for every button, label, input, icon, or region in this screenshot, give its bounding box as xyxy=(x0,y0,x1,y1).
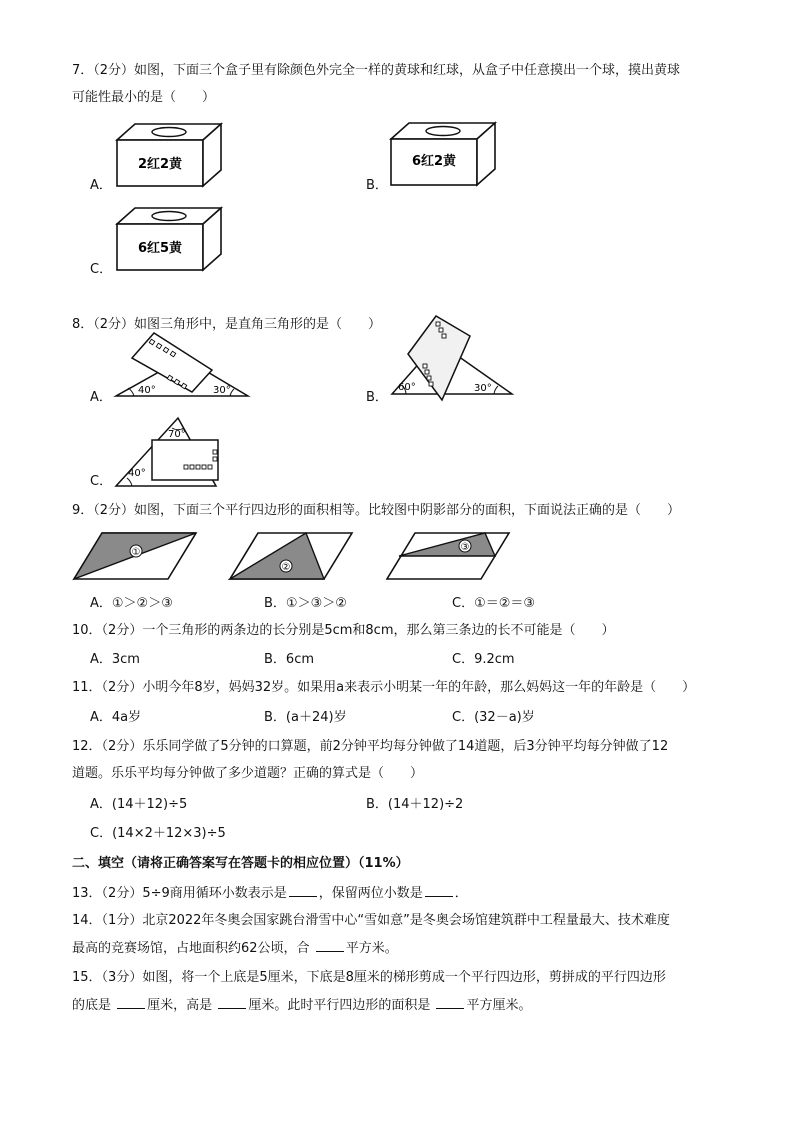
section2-heading: 二、填空（请将正确答案写在答题卡的相应位置）（11%） xyxy=(72,856,409,871)
q7-option-c-letter[interactable]: C． xyxy=(90,262,113,277)
q15-blank-base[interactable] xyxy=(117,996,145,1009)
q7-stem-line1: 7．（2分）如图，下面三个盒子里有除颜色外完全一样的黄球和红球，从盒子中任意摸出一个球，摸出黄球 xyxy=(72,63,681,78)
q8-b-angle-right: 30° xyxy=(474,383,492,394)
q14-blank[interactable] xyxy=(316,939,344,952)
q7-box-a xyxy=(115,122,225,188)
q11-option-b[interactable]: B．(a＋24)岁 xyxy=(264,710,347,725)
q13-part2: ，保留两位小数是 xyxy=(318,886,423,901)
q7-option-a-letter[interactable]: A． xyxy=(90,178,112,193)
q9-parallelogram-2 xyxy=(228,530,354,582)
q9-option-c[interactable]: C．①＝②＝③ xyxy=(452,596,536,611)
q10-option-a[interactable]: A．3cm xyxy=(90,652,140,667)
q7-box-b-label: 6红2黄 xyxy=(411,154,457,169)
q11-option-c[interactable]: C．(32－a)岁 xyxy=(452,710,535,725)
q8-figure-b xyxy=(388,312,516,404)
q8-a-angle-right: 30° xyxy=(213,385,231,396)
q15-line2-b: 厘米，高是 xyxy=(147,998,213,1013)
q8-option-b-letter[interactable]: B． xyxy=(366,390,388,405)
q9-parallelogram-1 xyxy=(72,530,198,582)
q13-line xyxy=(72,884,468,903)
q14-line2-b: 平方米。 xyxy=(345,941,398,956)
q8-c-angle-left: 40° xyxy=(128,468,146,479)
q11-stem: 11．（2分）小明今年8岁，妈妈32岁。如果用a来表示小明某一年的年龄，那么妈妈这一年的年龄是（ ） xyxy=(72,680,696,695)
q12-option-c[interactable]: C．(14×2＋12×3)÷5 xyxy=(90,826,226,841)
q10-stem: 10．（2分）一个三角形的两条边的长分别是5cm和8cm，那么第三条边的长不可能是（ ） xyxy=(72,623,615,638)
q8-c-angle-top: 70° xyxy=(168,429,186,440)
q13-part3: ． xyxy=(454,886,468,901)
q15-blank-height[interactable] xyxy=(218,996,246,1009)
q10-option-c[interactable]: C．9.2cm xyxy=(452,652,515,667)
q8-figure-a xyxy=(112,328,252,400)
q9-stem: 9．（2分）如图，下面三个平行四边形的面积相等。比较图中阴影部分的面积，下面说法正确的是（ ） xyxy=(72,503,681,518)
q14-line2 xyxy=(72,939,398,958)
q13-blank-1[interactable] xyxy=(289,884,317,897)
q15-line2 xyxy=(72,996,531,1015)
q15-line2-c: 厘米。此时平行四边形的面积是 xyxy=(248,998,431,1013)
q9-label-2: ② xyxy=(281,562,291,573)
q9-label-3: ③ xyxy=(460,542,470,553)
q15-line2-a: 的底是 xyxy=(72,998,112,1013)
q12-stem-line2: 道题。乐乐平均每分钟做了多少道题？正确的算式是（ ） xyxy=(72,766,424,781)
q14-line2-a: 最高的竞赛场馆，占地面积约62公顷，合 xyxy=(72,941,310,956)
q7-stem-line2: 可能性最小的是（ ） xyxy=(72,90,216,105)
q9-option-a[interactable]: A．①＞②＞③ xyxy=(90,596,173,611)
q13-part1: 13．（2分）5÷9商用循环小数表示是 xyxy=(72,886,287,901)
q8-a-angle-left: 40° xyxy=(138,385,156,396)
q12-option-a[interactable]: A．(14＋12)÷5 xyxy=(90,797,188,812)
q8-stem: 8．（2分）如图三角形中，是直角三角形的是（ ） xyxy=(72,317,382,332)
q7-box-a-label: 2红2黄 xyxy=(137,157,183,172)
q9-parallelogram-3 xyxy=(385,530,511,582)
q15-blank-area[interactable] xyxy=(436,996,464,1009)
q8-b-angle-left: 60° xyxy=(398,382,416,393)
q8-option-a-letter[interactable]: A． xyxy=(90,390,112,405)
q9-option-b[interactable]: B．①＞③＞② xyxy=(264,596,347,611)
q8-figure-c xyxy=(112,414,222,490)
q15-line1: 15．（3分）如图，将一个上底是5厘米，下底是8厘米的梯形剪成一个平行四边形，剪拼成的平行四边形 xyxy=(72,970,666,985)
q15-line2-d: 平方厘米。 xyxy=(466,998,532,1013)
q7-box-b xyxy=(389,121,499,187)
q14-line1: 14．（1分）北京2022年冬奥会国家跳台滑雪中心“雪如意”是冬奥会场馆建筑群中工程量最大、技术难度 xyxy=(72,913,670,928)
q12-option-b[interactable]: B．(14＋12)÷2 xyxy=(366,797,464,812)
q7-box-c xyxy=(115,206,225,272)
q10-option-b[interactable]: B．6cm xyxy=(264,652,315,667)
q12-stem-line1: 12．（2分）乐乐同学做了5分钟的口算题，前2分钟平均每分钟做了14道题，后3分钟平均每分钟做了12 xyxy=(72,739,669,754)
q13-blank-2[interactable] xyxy=(425,884,453,897)
q7-box-c-label: 6红5黄 xyxy=(137,241,183,256)
q7-option-b-letter[interactable]: B． xyxy=(366,178,388,193)
q8-option-c-letter[interactable]: C． xyxy=(90,474,113,489)
q11-option-a[interactable]: A．4a岁 xyxy=(90,710,142,725)
q9-label-1: ① xyxy=(131,547,141,558)
